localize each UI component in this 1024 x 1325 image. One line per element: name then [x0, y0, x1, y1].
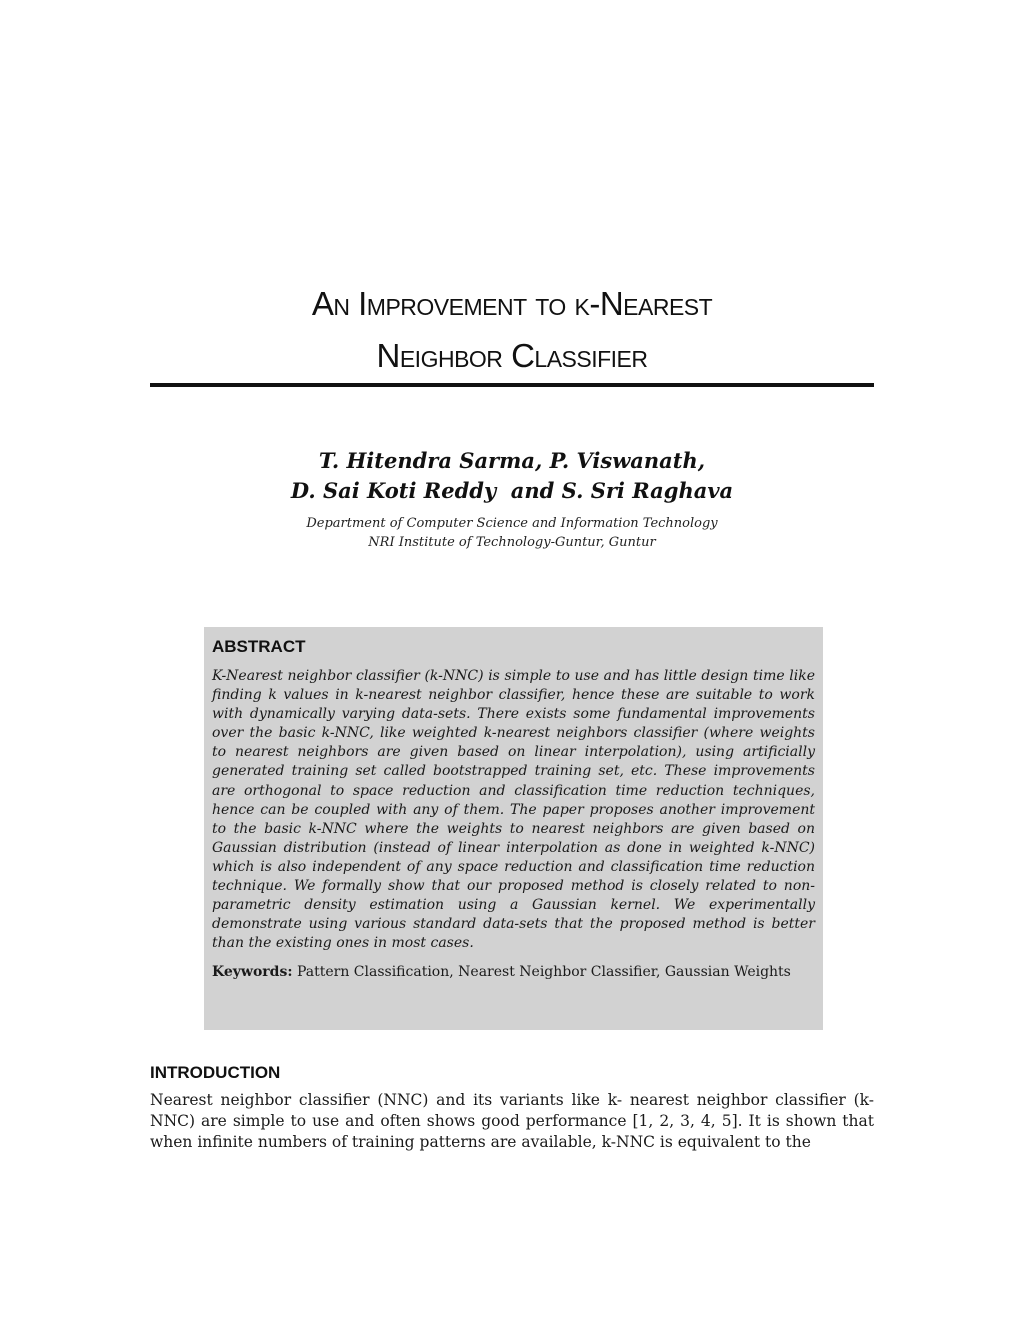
author-list	[150, 446, 874, 506]
title-line-2: Neighbor Classifier	[376, 337, 648, 374]
institute-name: NRI Institute of Technology-Guntur, Guntur	[368, 535, 656, 550]
keywords-label: Keywords:	[212, 964, 293, 981]
affiliation	[150, 514, 874, 552]
keywords-list: Pattern Classification, Nearest Neighbor Classifier, Gaussian Weights	[292, 964, 791, 981]
authors-line-2: D. Sai Koti Reddy and S. Sri Raghava	[290, 478, 734, 503]
title-divider	[150, 383, 874, 387]
paper-title	[150, 278, 874, 382]
introduction-text: Nearest neighbor classifier (NNC) and its variants like k- nearest neighbor classifier (k-NNC) are simple to use and often shows good performance [1, 2, 3, 4, 5]. It is shown that when infinite numbers of training patterns are available, k-NNC is equivalent to the	[150, 1091, 874, 1151]
title-line-1: An Improvement to k-Nearest	[311, 285, 713, 322]
introduction-heading: INTRODUCTION	[150, 1063, 281, 1082]
keywords	[212, 963, 815, 982]
abstract-text: K-Nearest neighbor classifier (k-NNC) is simple to use and has little design time like finding k values in k-nearest neighbor classifier, hence these are suitable to work with dynamically varying data-sets. There exists some fundamental improvements over the basic k-NNC, like weighted k-nearest neighbors classifier (where weights to nearest neighbors are given based on linear interpolation), using artificially generated training set called bootstrapped training set, etc. These improvements are orthogonal to space reduction and classification time reduction techniques, hence can be coupled with any of them. The paper proposes another improvement to the basic k-NNC where the weights to nearest neighbors are given based on Gaussian distribution (instead of linear interpolation as done in weighted k-NNC) which is also independent of any space reduction and classification time reduction technique. We formally show that our proposed method is closely related to non-parametric density estimation using a Gaussian kernel. We experimentally demonstrate using various standard data-sets that the proposed method is better than the existing ones in most cases.	[212, 668, 815, 952]
abstract-box	[204, 627, 823, 1030]
authors-line-1: T. Hitendra Sarma, P. Viswanath,	[318, 448, 706, 473]
department-name: Department of Computer Science and Information Technology	[306, 516, 718, 531]
abstract-heading: ABSTRACT	[212, 637, 306, 656]
